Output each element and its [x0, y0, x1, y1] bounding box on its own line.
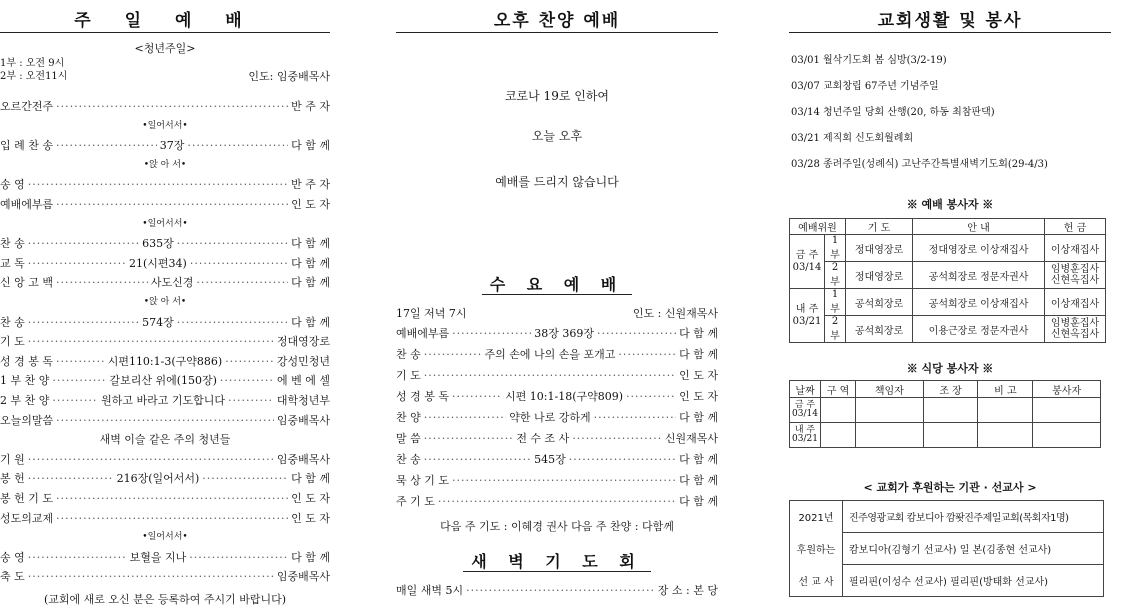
- order-row: [0, 412, 330, 429]
- order-person: 다 함 께: [291, 256, 330, 270]
- leader-dots: [424, 367, 676, 384]
- wednesday-title-text: 수 요 예 배: [482, 275, 633, 295]
- order-detail: 37장: [159, 139, 185, 153]
- leader-dots: [28, 568, 274, 585]
- order-detail: 사도신경: [150, 276, 194, 290]
- posture-note: •일어서서•: [142, 532, 188, 543]
- empty-cell: [923, 423, 978, 448]
- header-cell: 안 내: [913, 219, 1045, 235]
- sunday-service-title: 주 일 예 배: [0, 0, 330, 33]
- order-label: 기 도: [396, 369, 421, 382]
- leader-dots: [187, 137, 288, 154]
- order-person: 인 도 자: [291, 492, 330, 505]
- church-life-title: 교회생활 및 봉사: [789, 0, 1111, 33]
- leader-dots: [466, 582, 655, 599]
- order-row: [396, 430, 718, 447]
- leader-dots: [52, 392, 98, 409]
- table-row: [790, 423, 1101, 448]
- header-cell: 헌 금: [1045, 219, 1106, 235]
- order-row: [396, 388, 718, 405]
- leader-dots: [597, 325, 676, 342]
- order-row: [396, 367, 718, 384]
- guide-cell: 이용근장로 정문자권사: [913, 316, 1045, 343]
- afternoon-column: [396, 0, 718, 597]
- order-person: 반 주 자: [291, 178, 330, 192]
- order-person: 인 도 자: [679, 369, 718, 382]
- order-row: [0, 490, 330, 507]
- order-label: 오늘의말씀: [0, 413, 54, 427]
- service-time-1: 1부 : 오전 9시: [0, 58, 65, 69]
- leader-dots: [438, 493, 676, 510]
- order-row: [396, 493, 718, 510]
- order-row: [396, 451, 718, 468]
- leader-dots: [452, 325, 531, 342]
- order-label: 성 경 봉 독: [0, 354, 53, 368]
- order-label: 찬 송: [396, 453, 421, 466]
- event-item: 03/28 종려주일(성례식) 고난주간특별새벽기도회(29-4/3): [791, 159, 1048, 170]
- dawn-prayer-title: [396, 549, 718, 572]
- order-label: 송 영: [0, 550, 25, 564]
- week-label: 내 주: [795, 303, 819, 315]
- order-detail: 545장: [534, 453, 566, 466]
- order-person: 인 도 자: [291, 198, 330, 211]
- sunday-leader: 인도: 임중배목사: [248, 70, 330, 83]
- meal-volunteers-table: [789, 380, 1101, 448]
- mission-label-cell: 2021년: [790, 501, 843, 533]
- mission-cell: 진주영광교회 캄보디아 깜퐛진주제일교회(목회자1명): [843, 501, 1104, 533]
- header-cell: 날짜: [790, 381, 821, 398]
- leader-dots: [196, 274, 288, 291]
- mission-label-cell: 후원하는: [790, 533, 843, 565]
- order-row: [0, 549, 330, 566]
- leader-dots: [28, 333, 274, 350]
- leader-dots: [56, 137, 157, 154]
- header-cell: 조 장: [923, 381, 978, 398]
- mission-support-table: [789, 500, 1104, 597]
- leader-dots: [424, 409, 507, 426]
- part-cell: 1부: [825, 289, 846, 316]
- order-person: 다 함 께: [291, 237, 330, 251]
- order-detail: 시편 10:1-18(구약809): [505, 390, 624, 403]
- leader-dots: [594, 409, 677, 426]
- order-row: [0, 314, 330, 331]
- header-cell: 책임자: [856, 381, 924, 398]
- order-row: [0, 568, 330, 585]
- order-detail: 216장(일어서서): [116, 472, 200, 486]
- order-person: 다 함 께: [679, 348, 718, 361]
- order-person: 다 함 께: [291, 139, 330, 153]
- prayer-cell: 공석희장로: [846, 289, 913, 316]
- offering-cell: 이상재집사: [1045, 289, 1106, 316]
- date-cell: [790, 398, 821, 423]
- wednesday-service-title: [396, 272, 718, 295]
- leader-dots: [52, 372, 106, 389]
- leader-dots: [569, 451, 676, 468]
- leader-dots: [28, 549, 127, 566]
- order-detail: 635장: [142, 237, 174, 251]
- order-label: 묵 상 기 도: [396, 474, 449, 487]
- leader-dots: [28, 470, 114, 487]
- leader-dots: [56, 196, 288, 213]
- leader-dots: [56, 274, 148, 291]
- sunday-service-column: [0, 0, 330, 606]
- service-time-2: 2부 : 오전11시: [0, 71, 68, 82]
- order-label: 봉 헌: [0, 472, 25, 486]
- prayer-cell: 공석희장로: [846, 316, 913, 343]
- order-detail: 주의 손에 나의 손을 포개고: [484, 348, 616, 361]
- leader-dots: [28, 255, 126, 272]
- order-label: 축 도: [0, 570, 25, 584]
- leader-dots: [190, 255, 288, 272]
- order-row: [396, 472, 718, 489]
- dawn-title-text: 새 벽 기 도 회: [463, 552, 651, 572]
- week-date: 03/14: [792, 261, 822, 273]
- table-row: [790, 501, 1104, 533]
- dawn-prayer-time: 매일 새벽 5시: [396, 584, 464, 597]
- leader-dots: [452, 472, 676, 489]
- dawn-prayer-row: [396, 582, 718, 599]
- table-row: [790, 398, 1101, 423]
- leader-dots: [189, 549, 288, 566]
- order-detail: 약한 나로 강하게: [509, 411, 591, 424]
- order-detail: 38장 369장: [534, 327, 595, 340]
- order-person: 다 함 께: [679, 453, 718, 466]
- table-header-row: [790, 381, 1101, 398]
- date-cell: [790, 423, 821, 448]
- header-cell: 봉사자: [1033, 381, 1101, 398]
- posture-note: •일어서서•: [142, 218, 188, 229]
- order-detail: 21(시편34): [129, 256, 187, 270]
- header-cell: 비 고: [978, 381, 1033, 398]
- service-volunteers-table: [789, 218, 1106, 343]
- empty-cell: [978, 423, 1033, 448]
- table-header-row: [790, 219, 1106, 235]
- order-person: 다 함 께: [679, 495, 718, 508]
- week-date: 03/21: [792, 434, 818, 444]
- order-detail: 원하고 바라고 기도합니다: [101, 394, 226, 407]
- order-row: [396, 346, 718, 363]
- order-person: 인 도 자: [291, 511, 330, 525]
- order-person: 정대영장로: [276, 335, 330, 349]
- leader-dots: [56, 510, 288, 527]
- notice-line-3: 예배를 드리지 않습니다: [495, 175, 619, 189]
- order-person: 임중배목사: [276, 413, 330, 427]
- order-label: 기 도: [0, 335, 25, 349]
- week-label: 금 주: [795, 249, 819, 261]
- empty-cell: [923, 398, 978, 423]
- order-person: 다 함 께: [679, 474, 718, 487]
- empty-cell: [856, 423, 924, 448]
- leader-dots: [56, 98, 288, 115]
- header-cell: 구 역: [821, 381, 856, 398]
- empty-cell: [821, 398, 856, 423]
- posture-note: •앉 아 서•: [143, 159, 187, 170]
- order-person: 다 함 께: [679, 411, 718, 424]
- table-row: [790, 262, 1106, 289]
- order-label: 2 부 찬 양: [0, 394, 50, 407]
- order-row: [0, 235, 330, 252]
- leader-dots: [452, 388, 502, 405]
- posture-note: •일어서서•: [142, 120, 188, 131]
- order-label: 신 앙 고 백: [0, 276, 53, 290]
- guide-cell: 공석희장로 이상재집사: [913, 289, 1045, 316]
- order-row: [0, 274, 330, 291]
- week-date: 03/14: [792, 409, 818, 419]
- leader-dots: [177, 235, 288, 252]
- posture-note: •앉 아 서•: [143, 297, 187, 307]
- leader-dots: [177, 314, 288, 331]
- order-person: 임중배목사: [276, 452, 330, 466]
- order-row: [0, 353, 330, 370]
- order-row: [0, 196, 330, 213]
- event-item: 03/07 교회창립 67주년 기념주일: [791, 81, 939, 92]
- order-detail: 574장: [142, 315, 174, 329]
- order-person: 대학청년부: [276, 394, 330, 407]
- next-week-info: 다음 주 기도 : 이혜경 권사 다음 주 찬양 : 다함께: [440, 520, 674, 533]
- part-cell: 1부: [825, 235, 846, 262]
- prayer-cell: 정대영장로: [846, 262, 913, 289]
- empty-cell: [1033, 398, 1101, 423]
- empty-cell: [978, 398, 1033, 423]
- order-row: [0, 392, 330, 409]
- order-row: [0, 176, 330, 193]
- order-row: [0, 98, 330, 115]
- order-row: [0, 510, 330, 527]
- leader-dots: [228, 392, 274, 409]
- leader-dots: [28, 451, 274, 468]
- table-row: [790, 565, 1104, 597]
- sermon-title: 새벽 이슬 같은 주의 청년들: [99, 433, 231, 447]
- week-cell: [790, 289, 825, 343]
- week-cell: [790, 235, 825, 289]
- header-cell: 예배위원: [790, 219, 846, 235]
- order-detail: 전 수 조 사: [516, 432, 570, 445]
- order-label: 찬 송: [0, 237, 25, 251]
- prayer-cell: 정대영장로: [846, 235, 913, 262]
- order-person: 인 도 자: [679, 390, 718, 403]
- leader-dots: [56, 490, 288, 507]
- leader-dots: [220, 372, 274, 389]
- table-row: [790, 533, 1104, 565]
- order-row: [0, 137, 330, 154]
- sunday-footer-note: (교회에 새로 오신 분은 등록하여 주시기 바랍니다): [43, 593, 287, 606]
- wednesday-time: 17일 저녁 7시: [396, 307, 467, 320]
- order-label: 오르간전주: [0, 100, 54, 113]
- mission-cell: 캄보디아(김형기 선교사) 일 본(김종현 선교사): [843, 533, 1104, 565]
- leader-dots: [56, 412, 274, 429]
- empty-cell: [856, 398, 924, 423]
- order-label: 말 씀: [396, 432, 421, 445]
- leader-dots: [424, 430, 514, 447]
- leader-dots: [202, 470, 288, 487]
- order-detail: 보혈을 지나: [129, 550, 187, 564]
- event-item: 03/21 제직회 신도회월례회: [791, 133, 914, 144]
- mission-cell: 필리핀(이성수 선교사) 필리핀(방태화 선교사): [843, 565, 1104, 597]
- empty-cell: [821, 423, 856, 448]
- dawn-prayer-place: 장 소 : 본 당: [657, 584, 718, 597]
- order-detail: 갈보리산 위에(150장): [109, 374, 217, 388]
- part-cell: 2부: [825, 262, 846, 289]
- header-cell: 기 도: [846, 219, 913, 235]
- table-row: [790, 289, 1106, 316]
- service-volunteers-title: ※ 예배 봉사자 ※: [906, 198, 994, 211]
- leader-dots: [225, 353, 274, 370]
- sunday-service-subtitle: <청년주일>: [134, 42, 196, 55]
- notice-line-1: 코로나 19로 인하여: [504, 89, 610, 103]
- order-person: 에 벤 에 셀: [277, 374, 330, 388]
- leader-dots: [28, 235, 139, 252]
- leader-dots: [626, 388, 676, 405]
- order-label: 교 독: [0, 256, 25, 270]
- leader-dots: [424, 451, 531, 468]
- guide-cell: 정대영장로 이상재집사: [913, 235, 1045, 262]
- mission-label-cell: 선 교 사: [790, 565, 843, 597]
- meal-volunteers-title: ※ 식당 봉사자 ※: [906, 362, 994, 375]
- table-row: [790, 316, 1106, 343]
- order-person: 반 주 자: [291, 100, 330, 113]
- order-label: 성 경 봉 독: [396, 390, 449, 403]
- order-row: [0, 451, 330, 468]
- order-row: [0, 333, 330, 350]
- event-item: 03/01 월삭기도회 봄 심방(3/2-19): [791, 55, 947, 66]
- afternoon-service-title: 오후 찬양 예배: [396, 0, 718, 33]
- leader-dots: [572, 430, 662, 447]
- order-person: 신원재목사: [664, 432, 718, 445]
- order-row: [0, 470, 330, 487]
- offering-cell: 이상재집사: [1045, 235, 1106, 262]
- order-label: 기 원: [0, 452, 25, 466]
- order-label: 송 영: [0, 178, 25, 192]
- order-label: 찬 송: [0, 315, 25, 329]
- leader-dots: [618, 346, 676, 363]
- order-row: [396, 325, 718, 342]
- order-person: 강성민청년: [276, 354, 330, 368]
- notice-line-2: 오늘 오후: [531, 129, 583, 143]
- church-life-column: [789, 0, 1111, 588]
- offering-cell: 임병훈집사 신현옥집사: [1045, 262, 1106, 289]
- guide-cell: 공석희장로 정문자권사: [913, 262, 1045, 289]
- order-label: 성도의교제: [0, 511, 54, 525]
- order-person: 다 함 께: [291, 276, 330, 290]
- leader-dots: [424, 346, 482, 363]
- offering-cell: 임병훈집사 신현옥집사: [1045, 316, 1106, 343]
- order-label: 찬 송: [396, 348, 421, 361]
- order-person: 다 함 께: [291, 550, 330, 564]
- order-row: [396, 409, 718, 426]
- order-person: 다 함 께: [291, 472, 330, 486]
- order-label: 찬 양: [396, 411, 421, 424]
- order-detail: 시편110:1-3(구약886): [107, 354, 223, 368]
- order-row: [0, 372, 330, 389]
- week-date: 03/21: [792, 315, 822, 327]
- leader-dots: [56, 353, 105, 370]
- mission-support-title: < 교회가 후원하는 기관 · 선교사 >: [863, 481, 1037, 494]
- order-label: 예배에부름: [0, 198, 54, 211]
- order-person: 임중배목사: [276, 570, 330, 584]
- wednesday-leader: 인도 : 신원재목사: [632, 307, 718, 320]
- order-label: 입 례 찬 송: [0, 139, 53, 153]
- table-row: [790, 235, 1106, 262]
- order-label: 주 기 도: [396, 495, 435, 508]
- order-label: 예배에부름: [396, 327, 450, 340]
- week-label: 금 주: [794, 400, 816, 410]
- order-row: [0, 255, 330, 272]
- order-person: 다 함 께: [291, 315, 330, 329]
- event-item: 03/14 청년주일 당회 산행(20, 하동 최참판댁): [791, 107, 995, 118]
- week-label: 내 주: [794, 425, 816, 435]
- leader-dots: [28, 314, 139, 331]
- order-label: 1 부 찬 양: [0, 374, 50, 388]
- empty-cell: [1033, 423, 1101, 448]
- order-person: 다 함 께: [679, 327, 718, 340]
- leader-dots: [28, 176, 288, 193]
- part-cell: 2부: [825, 316, 846, 343]
- order-label: 봉 헌 기 도: [0, 492, 53, 505]
